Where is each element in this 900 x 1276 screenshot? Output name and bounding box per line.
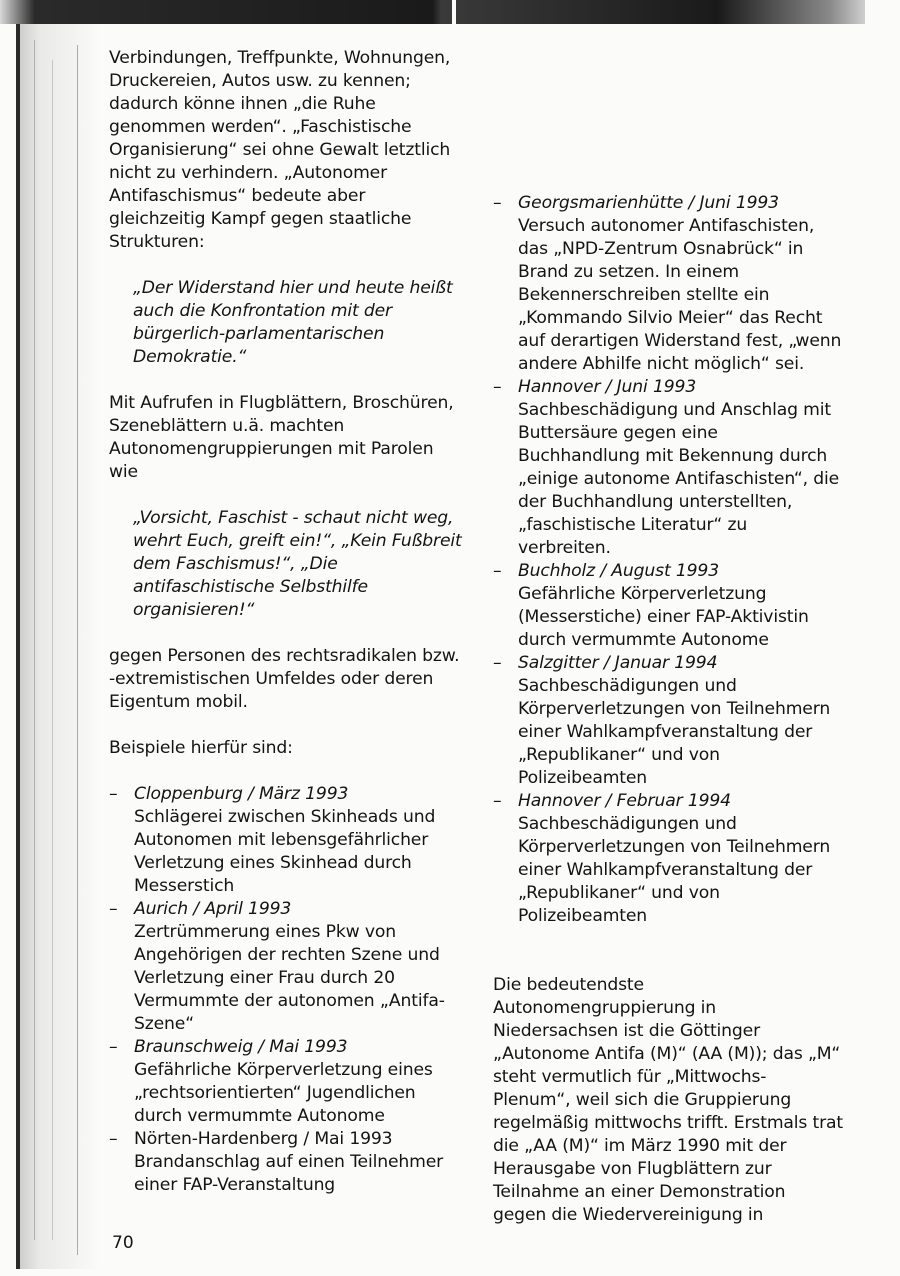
dash-marker: – — [493, 791, 502, 811]
list-item — [493, 652, 843, 790]
list-item — [109, 1128, 464, 1197]
item-text: Sachbeschädigungen und Körperverletzungen von Teilnehmern einer Wahlkampfveranstaltung der „Republikaner“ und von Polizeibeamten — [518, 814, 831, 926]
page-number: 70 — [112, 1233, 134, 1253]
examples-list-right — [493, 192, 843, 928]
item-heading: Cloppenburg / März 1993 — [134, 784, 349, 804]
closing-paragraph: Die bedeutendste Autonomengruppierung in Niedersachsen ist die Göttinger „Autonome Antifa (M)“ (AA (M)); das „M“ steht vermutlich für „Mittwochs-Plenum“, weil sich die Gruppierung regelmäßig mittwochs trifft. Erstmals trat die „AA (M)“ im März 1990 mit der Herausgabe von Flugblättern zur Teilnahme an einer Demonstration gegen die Wiedervereinigung in — [493, 975, 844, 1225]
list-item — [109, 898, 464, 1036]
list-item — [493, 560, 843, 652]
quote-parolen: „Vorsicht, Faschist - schaut nicht weg, wehrt Euch, greift ein!“, „Kein Fußbreit dem Faschismus!“, „Die antifaschistische Selbsthilfe organisieren!“ — [133, 508, 462, 620]
list-item — [493, 192, 843, 376]
list-item — [109, 1036, 464, 1128]
dash-marker: – — [493, 193, 502, 213]
item-heading: Buchholz / August 1993 — [518, 561, 720, 581]
item-text: Gefährliche Körperverletzung (Messerstiche) einer FAP-Aktivistin durch vermummte Autonome — [518, 584, 809, 650]
dash-marker: – — [493, 561, 502, 581]
list-item — [493, 790, 843, 928]
item-heading: Aurich / April 1993 — [134, 899, 292, 919]
page-top-edge — [0, 0, 865, 24]
list-item — [109, 783, 464, 898]
right-column — [493, 192, 843, 1227]
dash-marker: – — [109, 784, 118, 804]
middle-paragraph: Mit Aufrufen in Flugblättern, Broschüren, Szeneblättern u.ä. machten Autonomengruppierungen mit Parolen wie — [109, 393, 454, 482]
item-heading: Georgsmarienhütte / Juni 1993 — [518, 193, 779, 213]
item-heading: Nörten-Hardenberg / Mai 1993 — [134, 1129, 393, 1149]
item-text: Zertrümmerung eines Pkw von Angehörigen der rechten Szene und Verletzung einer Frau durch 20 Vermummte der autonomen „Antifa-Szene“ — [134, 922, 445, 1034]
dash-marker: – — [109, 1037, 118, 1057]
examples-heading: Beispiele hierfür sind: — [109, 738, 293, 758]
item-text: Schlägerei zwischen Skinheads und Autonomen mit lebensgefährlicher Verletzung eines Skinhead durch Messerstich — [134, 807, 436, 896]
item-heading: Salzgitter / Januar 1994 — [518, 653, 718, 673]
item-text: Versuch autonomer Antifaschisten, das „NPD-Zentrum Osnabrück“ in Brand zu setzen. In einem Bekennerschreiben stellte ein „Kommando Silvio Meier“ das Recht auf derartigen Widerstand fest, „wenn andere Abhilfe nicht möglich“ sei. — [518, 216, 842, 374]
intro-paragraph: Verbindungen, Treffpunkte, Wohnungen, Druckereien, Autos usw. zu kennen; dadurch könne ihnen „die Ruhe genommen werden“. „Faschistische Organisierung“ sei ohne Gewalt letztlich nicht zu verhindern. „Autonomer Antifaschismus“ bedeute aber gleichzeitig Kampf gegen staatliche Strukturen: — [109, 48, 451, 252]
examples-list-left — [109, 783, 464, 1197]
quote-widerstand: „Der Widerstand hier und heute heißt auch die Konfrontation mit der bürgerlich-parlamentarischen Demokratie.“ — [133, 278, 453, 367]
after-quote-paragraph: gegen Personen des rechtsradikalen bzw. -extremistischen Umfeldes oder deren Eigentum mobil. — [109, 646, 460, 712]
item-heading: Hannover / Juni 1993 — [518, 377, 697, 397]
left-column — [109, 47, 464, 1197]
dash-marker: – — [109, 1129, 118, 1149]
gutter-line — [34, 40, 35, 1240]
item-heading: Braunschweig / Mai 1993 — [134, 1037, 348, 1057]
item-text: Gefährliche Körperverletzung eines „rechtsorientierten“ Jugendlichen durch vermummte Autonome — [134, 1060, 433, 1126]
item-text: Sachbeschädigungen und Körperverletzungen von Teilnehmern einer Wahlkampfveranstaltung der „Republikaner“ und von Polizeibeamten — [518, 676, 831, 788]
top-edge-gap — [452, 0, 456, 24]
item-text: Sachbeschädigung und Anschlag mit Buttersäure gegen eine Buchhandlung mit Bekennung durch „einige autonome Antifaschisten“, die der Buchhandlung unterstellten, „faschistische Literatur“ zu verbreiten. — [518, 400, 840, 558]
list-item — [493, 376, 843, 560]
dash-marker: – — [493, 377, 502, 397]
book-gutter-shadow — [20, 24, 100, 1269]
item-heading: Hannover / Februar 1994 — [518, 791, 731, 811]
dash-marker: – — [493, 653, 502, 673]
gutter-line — [52, 60, 53, 1240]
item-text: Brandanschlag auf einen Teilnehmer einer FAP-Veranstaltung — [134, 1152, 444, 1195]
dash-marker: – — [109, 899, 118, 919]
gutter-line — [77, 45, 78, 1255]
